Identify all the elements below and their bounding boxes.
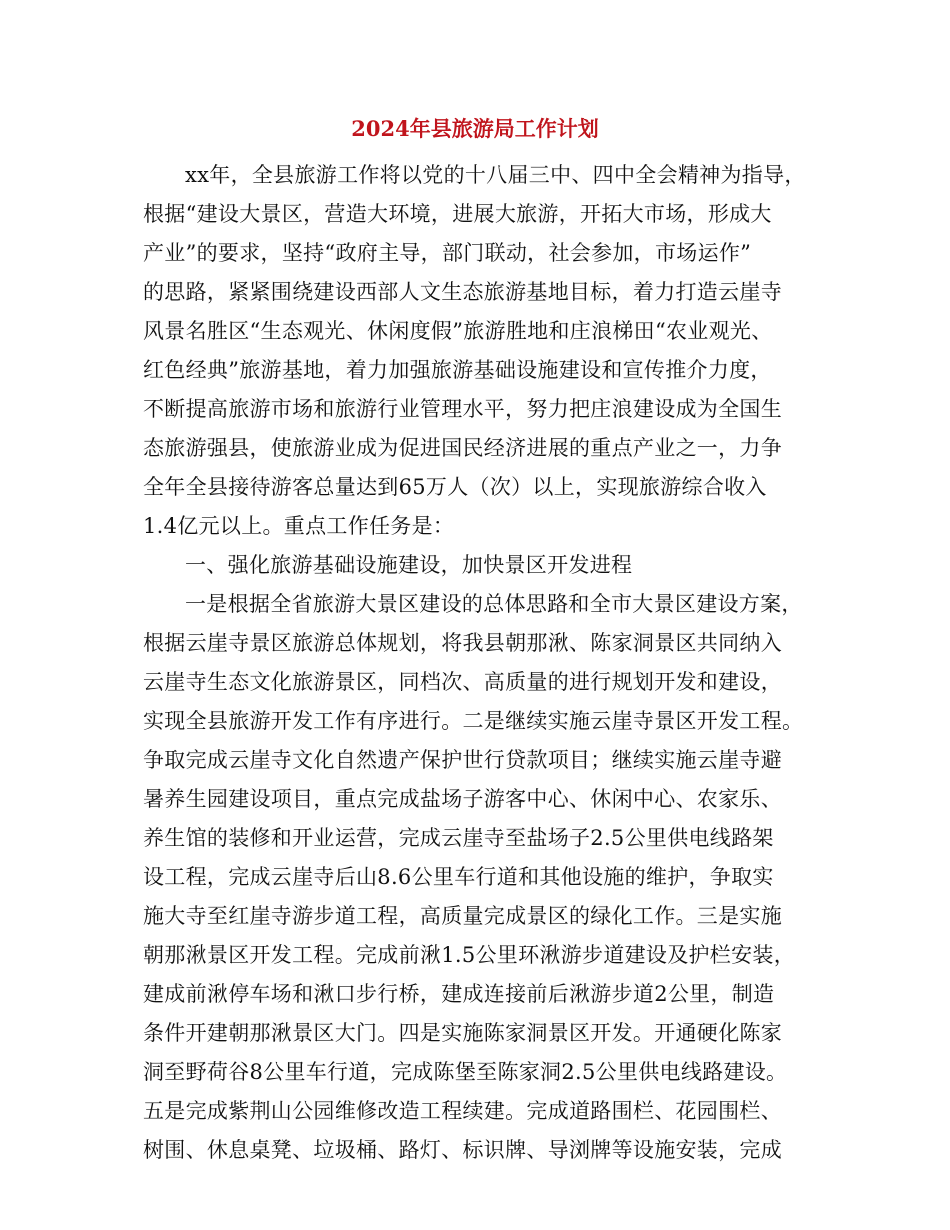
document-title: 2024年县旅游局工作计划 (351, 116, 599, 141)
paragraph-line: 树围、休息桌凳、垃圾桶、路灯、标识牌、导浏牌等设施安装，完成 (143, 1138, 782, 1162)
paragraph-line: 五是完成紫荆山公园维修改造工程续建。完成道路围栏、花园围栏、 (143, 1099, 782, 1123)
paragraph-line: 态旅游强县，使旅游业成为促进国民经济进展的重点产业之一，力争 (143, 436, 782, 460)
paragraph-line: 全年全县接待游客总量达到65万人（次）以上，实现旅游综合收入 (143, 475, 767, 499)
paragraph-line: 风景名胜区“生态观光、休闲度假”旅游胜地和庄浪梯田“农业观光、 (143, 319, 773, 343)
paragraph-line: 不断提高旅游市场和旅游行业管理水平，努力把庄浪建设成为全国生 (143, 397, 782, 421)
paragraph-line: 产业”的要求，坚持“政府主导，部门联动，社会参加，市场运作” (143, 241, 752, 265)
paragraph-line: 一是根据全省旅游大景区建设的总体思路和全市大景区建设方案， (185, 592, 803, 616)
paragraph-line: 养生馆的装修和开业运营，完成云崖寺至盐场子2.5公里供电线路架 (143, 826, 774, 850)
paragraph-line: 洞至野荷谷8公里车行道，完成陈堡至陈家洞2.5公里供电线路建设。 (143, 1060, 788, 1084)
paragraph-line: 施大寺至红崖寺游步道工程，高质量完成景区的绿化工作。三是实施 (143, 904, 782, 928)
paragraph-line: 建成前湫停车场和湫口步行桥，建成连接前后湫游步道2公里，制造 (143, 982, 775, 1006)
paragraph-line: 红色经典”旅游基地，着力加强旅游基础设施建设和宣传推介力度， (143, 358, 772, 382)
paragraph-line: 实现全县旅游开发工作有序进行。二是继续实施云崖寺景区开发工程。 (143, 709, 804, 733)
section-heading: 一、强化旅游基础设施建设，加快景区开发进程 (185, 553, 633, 577)
paragraph-line: 云崖寺生态文化旅游景区，同档次、高质量的进行规划开发和建设， (143, 670, 782, 694)
paragraph-line: xx年，全县旅游工作将以党的十八届三中、四中全会精神为指导， (185, 163, 806, 187)
paragraph-line: 根据“建设大景区，营造大环境，进展大旅游，开拓大市场，形成大 (143, 202, 772, 226)
paragraph-line: 根据云崖寺景区旅游总体规划，将我县朝那湫、陈家洞景区共同纳入 (143, 631, 782, 655)
paragraph-line: 的思路，紧紧围绕建设西部人文生态旅游基地目标，着力打造云崖寺 (143, 280, 782, 304)
paragraph-line: 1.4亿元以上。重点工作任务是： (143, 514, 455, 538)
paragraph-line: 朝那湫景区开发工程。完成前湫1.5公里环湫游步道建设及护栏安装， (143, 943, 795, 967)
paragraph-line: 设工程，完成云崖寺后山8.6公里车行道和其他设施的维护，争取实 (143, 865, 774, 889)
paragraph-line: 争取完成云崖寺文化自然遗产保护世行贷款项目；继续实施云崖寺避 (143, 748, 782, 772)
paragraph-line: 条件开建朝那湫景区大门。四是实施陈家洞景区开发。开通硬化陈家 (143, 1021, 782, 1045)
paragraph-line: 暑养生园建设项目，重点完成盐场子游客中心、休闲中心、农家乐、 (143, 787, 782, 811)
